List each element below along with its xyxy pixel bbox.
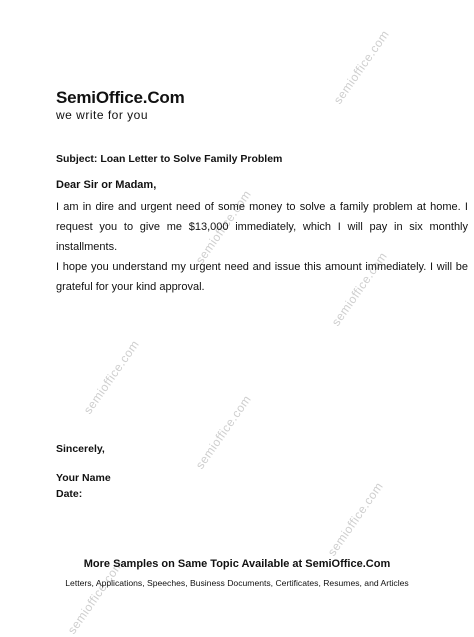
letter-paragraph: I hope you understand my urgent need and issue this amount immediately. I will be grateful for your kind approval. — [56, 261, 468, 293]
brand-logo-text: SemiOffice.Com — [56, 88, 185, 107]
date-label: Date: — [56, 488, 83, 500]
watermark: semioffice.com — [330, 27, 393, 107]
watermark: semioffice.com — [192, 392, 255, 472]
watermark: semioffice.com — [324, 479, 387, 559]
letter-paragraph: I am in dire and urgent need of some money to solve a family problem at home. I request you to give me $13,000 immediately, which I will pay in six monthly installments. — [56, 201, 468, 253]
letter-closing: Sincerely, — [56, 443, 105, 455]
watermark: semioffice.com — [80, 337, 143, 417]
tagline: we write for you — [56, 108, 149, 122]
letter-salutation: Dear Sir or Madam, — [56, 179, 157, 191]
letter-subject: Subject: Loan Letter to Solve Family Problem — [56, 153, 283, 165]
watermark: semioffice.com — [64, 557, 127, 637]
footer-subtitle: Letters, Applications, Speeches, Business Documents, Certificates, Resumes, and Articles — [65, 578, 409, 588]
signature-name: Your Name — [56, 472, 111, 484]
watermark: semioffice.com — [192, 187, 255, 267]
watermark: semioffice.com — [328, 249, 391, 329]
footer-title: More Samples on Same Topic Available at SemiOffice.Com — [83, 558, 391, 570]
